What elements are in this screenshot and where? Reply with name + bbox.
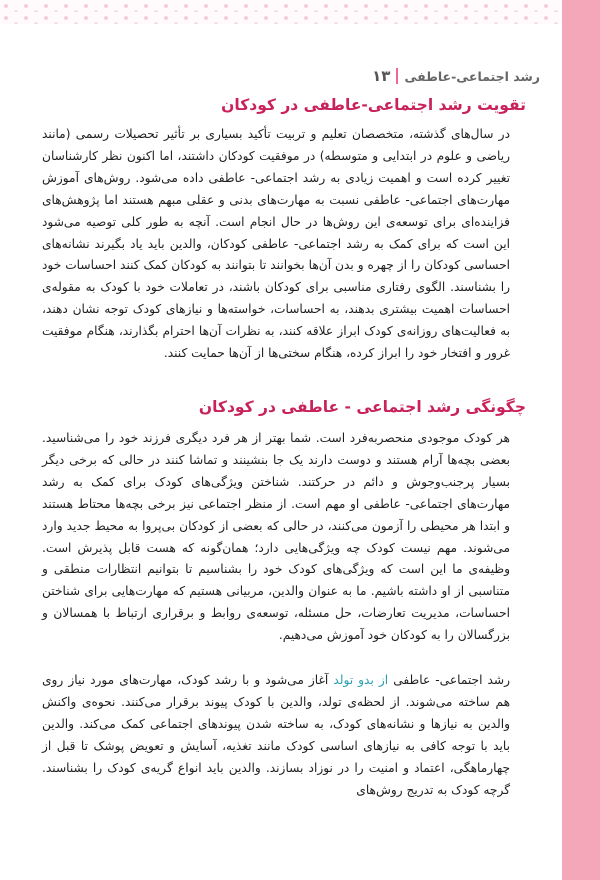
top-heart-pattern	[0, 0, 562, 24]
section-title-how: چگونگی رشد اجتماعی - عاطفی در کودکان	[198, 398, 526, 416]
running-title: رشد اجتماعی-عاطفی	[404, 68, 540, 84]
paragraph-strengthening: در سال‌های گذشته، متخصصان تعلیم و تربیت تأکید بسیاری بر تأثیر تحصیلات رسمی (مانند ریاضی و علوم در ابتدایی و متوسطه) در موفقیت کودکان داشتند، اما اکنون نظر کارشناسان تغییر کرده است و اهمیت زیادی به رشد اجتماعی- عاطفی داده می‌شود. روش‌های آموزش مهارت‌های اجتماعی- عاطفی نسبت به مهارت‌های بدنی و عقلی مبهم هستند اما پژوهش‌های فزاینده‌ای برای توسعه‌ی این روش‌ها در حال انجام است. آنچه به طور کلی توصیه می‌شود این است که برای کمک به رشد اجتماعی- عاطفی کودکان، والدین باید یاد بگیرند نشانه‌های احساسی کودکان را از چهره و بدن آن‌ها بخوانند تا بتوانند به کودکان کمک کنند احساسات خود را بشناسند. الگوی رفتاری مناسبی برای کودکان باشند، در تعاملات خود با کودک به مقوله‌ی احساسات اهمیت بیشتری بدهند، به احساسات، خواسته‌ها و نیازهای کودک توجه نشان دهند، به فعالیت‌های روزانه‌ی کودک ابراز علاقه کنند، به نظرات آن‌ها احترام بگذارند، هنگام موفقیت غرور و افتخار خود را ابراز کرده، هنگام سختی‌ها از آن‌ها حمایت کنند.	[42, 127, 510, 361]
para3-before: رشد اجتماعی- عاطفی	[388, 673, 511, 687]
page-header	[372, 65, 540, 87]
page-number: ۱۳	[372, 67, 391, 85]
highlight-term: از بدو تولد	[333, 673, 389, 687]
header-separator	[396, 68, 398, 84]
section-title-strengthening: تقویت رشد اجتماعی-عاطفی در کودکان	[221, 96, 526, 114]
right-color-band	[562, 0, 600, 880]
para3-after: آغاز می‌شود و با رشد کودک، مهارت‌های مورد نیاز روی هم ساخته می‌شوند. از لحظه‌ی تولد، والدین با کودک پیوند برقرار می‌کنند. نحوه‌ی واکنش والدین به نیازها و نشانه‌های کودک، به ساخته شدن پیوندهای اجتماعی کمک می‌کند. والدین باید با توجه کافی به نیازهای اساسی کودک مانند تغذیه، آسایش و تعویض پوشک تا قبل از چهارماهگی، اعتماد و امنیت را در نوزاد بسازند. والدین باید انواع گریه‌ی کودک را بشناسند. گرچه کودک به تدریج روش‌های	[42, 673, 510, 797]
paragraph-how: هر کودک موجودی منحصربه‌فرد است. شما بهتر از هر فرد دیگری فرزند خود را می‌شناسید. بعضی بچه‌ها آرام هستند و دوست دارند یک جا بنشینند و تماشا کنند در حالی که برخی دیگر بسیار پرجنب‌وجوش و دائم در حرکتند. شناختن ویژگی‌های کودک برای کمک به رشد مهارت‌های اجتماعی- عاطفی او مهم است. از منظر اجتماعی نیز برخی بچه‌ها محتاط هستند و ابتدا هر محیطی را آزمون می‌کنند، در حالی که بعضی از کودکان بی‌پروا به محیط جدید وارد می‌شوند. مهم نیست کودک چه ویژگی‌هایی دارد؛ همان‌گونه که هست قابل پذیرش است. وظیفه‌ی ما این است که ویژگی‌های کودک خود را بشناسیم تا بتوانیم انتظارات منطقی و متناسبی از او داشته باشیم. ما به عنوان والدین، مربیانی هستیم که مهارت‌هایی برای شناختن احساسات، مدیریت تعارضات، حل مسئله، توسعه‌ی روابط و برقراری ارتباط با همسالان و بزرگسالان را به کودکان خود آموزش می‌دهیم.	[42, 431, 510, 643]
paragraph-from-birth	[42, 670, 510, 801]
